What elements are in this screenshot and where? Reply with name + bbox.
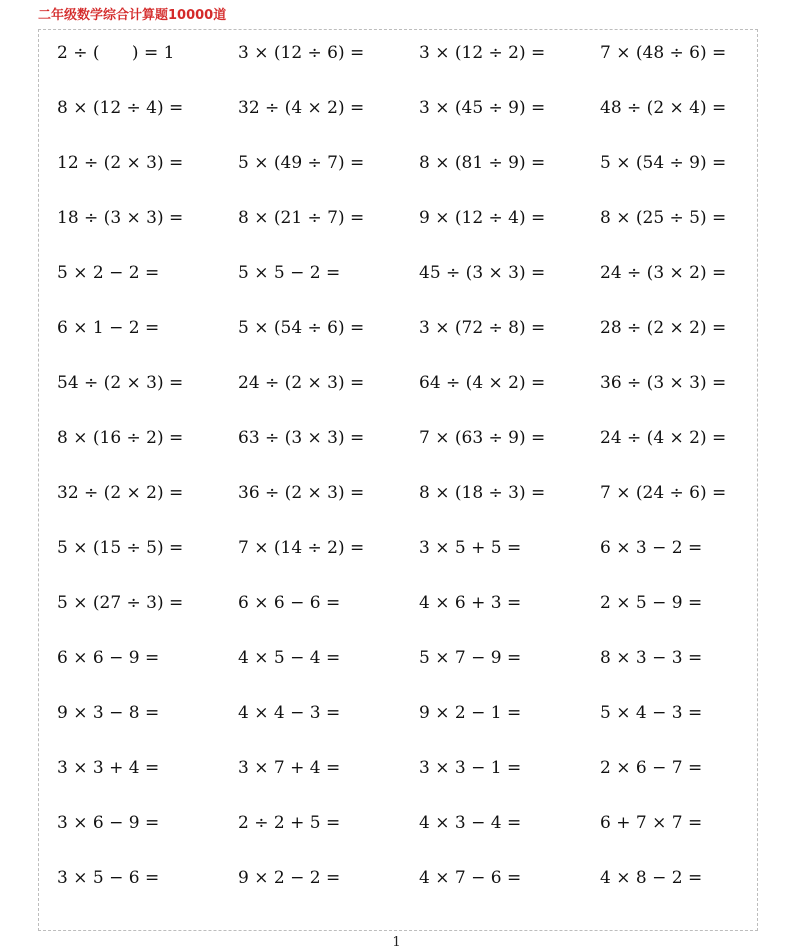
math-problem: 36 ÷ (2 × 3) = [238,483,365,503]
math-problem: 8 × (21 ÷ 7) = [238,208,365,228]
math-problem: 8 × (81 ÷ 9) = [419,153,546,173]
math-problem: 5 × (49 ÷ 7) = [238,153,365,173]
math-problem: 6 × 6 − 9 = [57,648,160,668]
math-problem: 24 ÷ (3 × 2) = [600,263,727,283]
math-problem: 4 × 7 − 6 = [419,868,522,888]
math-problem: 9 × 3 − 8 = [57,703,160,723]
math-problem: 63 ÷ (3 × 3) = [238,428,365,448]
math-problem: 48 ÷ (2 × 4) = [600,98,727,118]
math-problem: 5 × (27 ÷ 3) = [57,593,184,613]
math-problem: 8 × 3 − 3 = [600,648,703,668]
math-problem: 5 × (54 ÷ 9) = [600,153,727,173]
math-problem: 54 ÷ (2 × 3) = [57,373,184,393]
math-problem: 9 × 2 − 1 = [419,703,522,723]
math-problem: 5 × 4 − 3 = [600,703,703,723]
math-problem: 4 × 6 + 3 = [419,593,522,613]
math-problem: 4 × 5 − 4 = [238,648,341,668]
math-problem: 32 ÷ (4 × 2) = [238,98,365,118]
math-problem: 6 + 7 × 7 = [600,813,703,833]
document-title: 二年级数学综合计算题10000道 [38,8,227,23]
math-problem: 36 ÷ (3 × 3) = [600,373,727,393]
math-problem: 5 × (15 ÷ 5) = [57,538,184,558]
math-problem: 6 × 3 − 2 = [600,538,703,558]
math-problem: 3 × 5 + 5 = [419,538,522,558]
math-problem: 7 × (63 ÷ 9) = [419,428,546,448]
math-problem: 8 × (16 ÷ 2) = [57,428,184,448]
math-problem: 2 × 6 − 7 = [600,758,703,778]
math-problem: 4 × 4 − 3 = [238,703,341,723]
math-problem: 9 × (12 ÷ 4) = [419,208,546,228]
page-number: 1 [392,935,401,950]
math-problem: 3 × 6 − 9 = [57,813,160,833]
math-problem: 3 × 3 − 1 = [419,758,522,778]
math-problem: 3 × (12 ÷ 2) = [419,43,546,63]
math-problem: 8 × (12 ÷ 4) = [57,98,184,118]
math-problem: 3 × (12 ÷ 6) = [238,43,365,63]
math-problem: 5 × 7 − 9 = [419,648,522,668]
math-problem: 5 × 5 − 2 = [238,263,341,283]
math-problem: 5 × 2 − 2 = [57,263,160,283]
math-problem: 3 × 7 + 4 = [238,758,341,778]
math-problem: 6 × 6 − 6 = [238,593,341,613]
math-problem: 3 × (45 ÷ 9) = [419,98,546,118]
math-problem: 2 × 5 − 9 = [600,593,703,613]
math-problem: 12 ÷ (2 × 3) = [57,153,184,173]
math-problem: 6 × 1 − 2 = [57,318,160,338]
math-problem: 32 ÷ (2 × 2) = [57,483,184,503]
math-problem: 7 × (48 ÷ 6) = [600,43,727,63]
math-problem: 7 × (14 ÷ 2) = [238,538,365,558]
math-problem: 7 × (24 ÷ 6) = [600,483,727,503]
math-problem: 9 × 2 − 2 = [238,868,341,888]
math-problem: 18 ÷ (3 × 3) = [57,208,184,228]
math-problem: 4 × 8 − 2 = [600,868,703,888]
math-problem: 8 × (25 ÷ 5) = [600,208,727,228]
math-problem: 3 × 5 − 6 = [57,868,160,888]
math-problem: 28 ÷ (2 × 2) = [600,318,727,338]
math-problem: 45 ÷ (3 × 3) = [419,263,546,283]
math-problem: 24 ÷ (4 × 2) = [600,428,727,448]
math-problem: 5 × (54 ÷ 6) = [238,318,365,338]
problem-grid [57,40,779,920]
math-problem: 24 ÷ (2 × 3) = [238,373,365,393]
math-problem: 8 × (18 ÷ 3) = [419,483,546,503]
math-problem: 3 × 3 + 4 = [57,758,160,778]
math-problem: 64 ÷ (4 × 2) = [419,373,546,393]
math-problem: 4 × 3 − 4 = [419,813,522,833]
math-problem: 2 ÷ ( ) = 1 [57,43,175,63]
math-problem: 2 ÷ 2 + 5 = [238,813,341,833]
math-problem: 3 × (72 ÷ 8) = [419,318,546,338]
